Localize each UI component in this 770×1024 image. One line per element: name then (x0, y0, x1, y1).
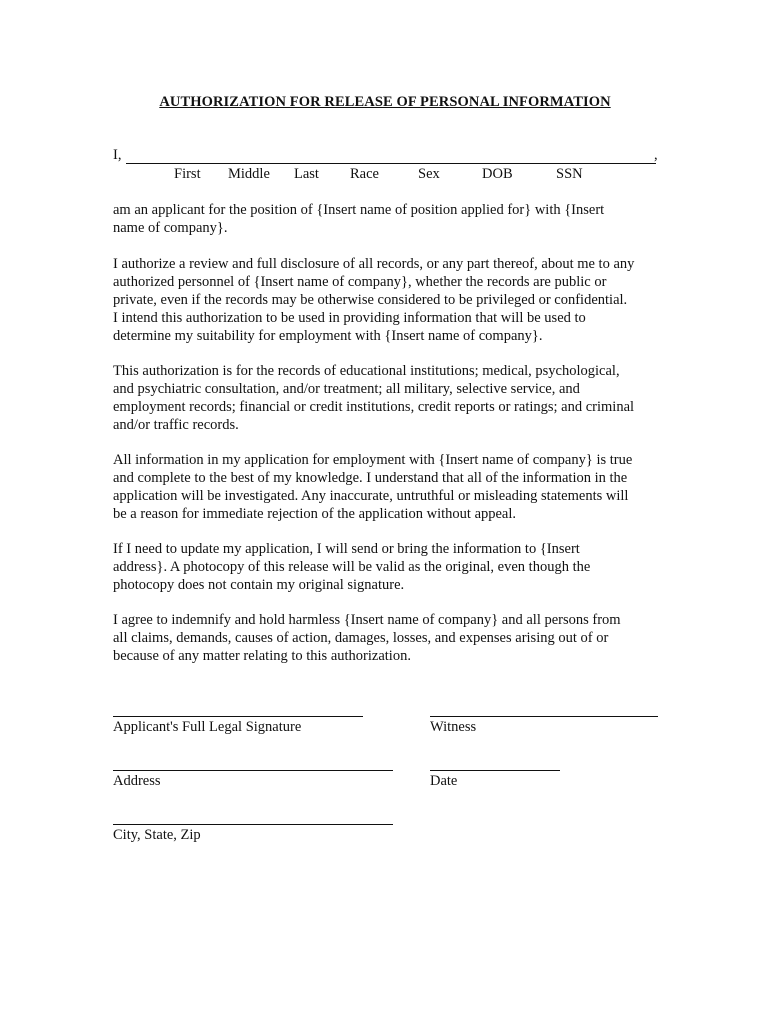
date-line[interactable] (430, 770, 560, 771)
name-line-lead: I, (113, 147, 122, 163)
date-label: Date (430, 773, 458, 789)
witness-label: Witness (430, 719, 477, 735)
name-underline (126, 163, 656, 164)
signature-line[interactable] (113, 716, 363, 717)
name-line-trail: , (654, 147, 658, 163)
witness-line[interactable] (430, 716, 658, 717)
field-label-middle: Middle (228, 166, 270, 182)
paragraph-applicant: am an applicant for the position of {Insert name of position applied for} with {Insert name of company}. (113, 202, 605, 236)
field-label-last: Last (294, 166, 319, 182)
paragraph-indemnify: I agree to indemnify and hold harmless {Insert name of company} and all persons from all claims, demands, causes of action, damages, losses, and expenses arising out of or because of any matter relating to this authorization. (113, 612, 621, 664)
city-state-zip-label: City, State, Zip (113, 827, 201, 843)
field-label-dob: DOB (482, 166, 513, 182)
field-label-sex: Sex (418, 166, 440, 182)
address-line[interactable] (113, 770, 393, 771)
field-label-first: First (174, 166, 201, 182)
signature-label: Applicant's Full Legal Signature (113, 719, 302, 735)
document-title: AUTHORIZATION FOR RELEASE OF PERSONAL INFORMATION (159, 94, 611, 110)
city-state-zip-line[interactable] (113, 824, 393, 825)
paragraph-information: All information in my application for employment with {Insert name of company} is true and complete to the best of my knowledge. I understand that all of the information in the application will be investigated. Any inaccurate, untruthful or misleading statements will be a reason for immediate rejection of the application without appeal. (113, 452, 633, 522)
paragraph-records: This authorization is for the records of educational institutions; medical, psychological, and psychiatric consultation, and/or treatment; all military, selective service, and employment records; financial or credit institutions, credit reports or ratings; and criminal and/or traffic records. (113, 363, 635, 433)
field-label-ssn: SSN (556, 166, 583, 182)
paragraph-authorize: I authorize a review and full disclosure of all records, or any part thereof, about me to any authorized personnel of {Insert name of company}, whether the records are public or private, even if the records may be otherwise considered to be privileged or confidential. I intend this authorization to be used in providing information that will be used to determine my suitability for employment with {Insert name of company}. (113, 256, 635, 344)
paragraph-update: If I need to update my application, I will send or bring the information to {Insert address}. A photocopy of this release will be valid as the original, even though the photocopy does not contain my original signature. (113, 541, 591, 593)
field-label-race: Race (350, 166, 379, 182)
name-entry-line[interactable] (113, 147, 663, 167)
address-label: Address (113, 773, 161, 789)
